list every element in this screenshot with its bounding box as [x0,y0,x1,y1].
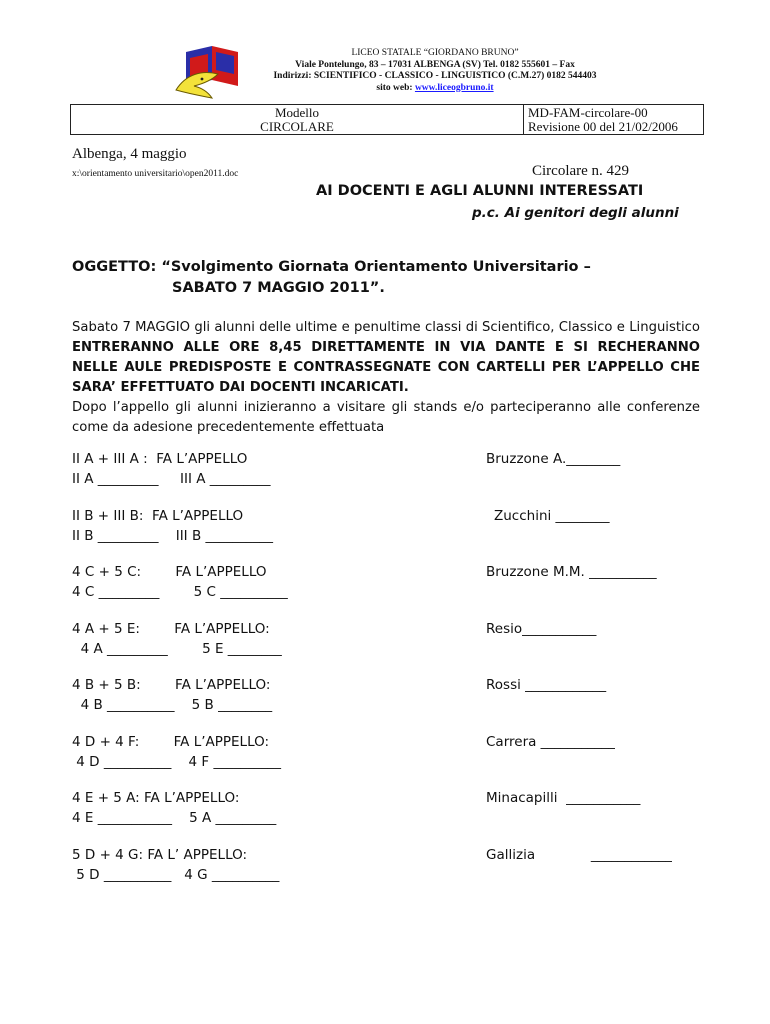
subject-line-2: SABATO 7 MAGGIO 2011”. [172,280,385,296]
circolare-number: Circolare n. 429 [532,163,630,179]
file-path: x:\orientamento universitario\open2011.doc [72,169,239,179]
group-title: 5 D + 4 G: FA L’ APPELLO: [72,846,248,863]
group-teacher: Minacapilli ___________ [486,790,641,806]
school-name: LICEO STATALE “GIORDANO BRUNO” [351,48,519,58]
date-line: Albenga, 4 maggio [72,146,187,162]
group-teacher: Bruzzone M.M. __________ [486,564,657,580]
group-classes: 4 B __________ 5 B ________ [72,697,273,713]
body-paragraph-1 [72,318,700,398]
body-instructions: ENTRERANNO ALLE ORE 8,45 DIRETTAMENTE IN VIA DANTE E SI RECHERANNO NELLE AULE PREDISPOSTE E CONTRASSEGNATE CON CARTELLI PER L’APPELLO CHE SARA’ EFFETTUATO DAI DOCENTI INCARICATI. [72,340,700,395]
web-label: sito web: [376,82,413,93]
group-title: II B + III B: FA L’APPELLO [72,507,244,524]
addressees-main: AI DOCENTI E AGLI ALUNNI INTERESSATI [316,183,644,199]
group-title: 4 D + 4 F: FA L’APPELLO: [72,733,270,750]
group-classes: II B _________ III B __________ [72,527,274,544]
group-title: 4 A + 5 E: FA L’APPELLO: [72,620,270,637]
group-title: 4 B + 5 B: FA L’APPELLO: [72,677,271,693]
group-classes: 4 A _________ 5 E ________ [72,640,282,657]
group-teacher: Zucchini ________ [494,507,610,524]
web-link[interactable]: www.liceogbruno.it [414,82,494,93]
subject-line-1: OGGETTO: “Svolgimento Giornata Orientamento Universitario – [72,259,591,275]
group-title: 4 E + 5 A: FA L’APPELLO: [72,790,240,806]
group-teacher: Resio___________ [486,620,597,637]
model-cell-left [71,105,524,134]
group-teacher: Rossi ____________ [486,677,607,693]
body-intro: Sabato 7 MAGGIO gli alunni delle ultime e penultime classi di Scientifico, Classico e Linguistico [72,320,700,335]
group-classes: II A _________ III A _________ [72,471,271,487]
group-teacher: Carrera ___________ [486,733,615,750]
group-classes: 4 E ___________ 5 A _________ [72,810,277,826]
school-logo [172,44,250,100]
group-classes: 4 C _________ 5 C __________ [72,584,288,600]
school-address: Viale Pontelungo, 83 – 17031 ALBENGA (SV) Tel. 0182 555601 – Fax [295,59,575,70]
model-table [70,104,704,135]
model-cell-right [524,105,703,134]
model-label: Modello [274,105,320,120]
group-teacher: Gallizia ____________ [486,846,672,863]
group-title: II A + III A : FA L’APPELLO [72,451,248,467]
school-header [250,48,620,94]
group-classes: 4 D __________ 4 F __________ [72,753,281,770]
body-paragraph-2: Dopo l’appello gli alunni inizieranno a visitare gli stands e/o parteciperanno alle conferenze come da adesione precedentemente effettuata [72,400,700,435]
body-text [72,318,700,438]
school-courses: Indirizzi: SCIENTIFICO - CLASSICO - LINGUISTICO (C.M.27) 0182 544403 [273,71,597,81]
addressees-cc: p.c. Ai genitori degli alunni [472,205,679,221]
model-type: CIRCOLARE [260,119,334,134]
group-classes: 5 D __________ 4 G __________ [72,866,280,883]
group-teacher: Bruzzone A.________ [486,451,621,467]
group-title: 4 C + 5 C: FA L’APPELLO [72,564,267,580]
school-web [250,83,620,95]
model-code: MD-FAM-circolare-00 [528,105,648,120]
model-revision: Revisione 00 del 21/02/2006 [528,119,678,134]
